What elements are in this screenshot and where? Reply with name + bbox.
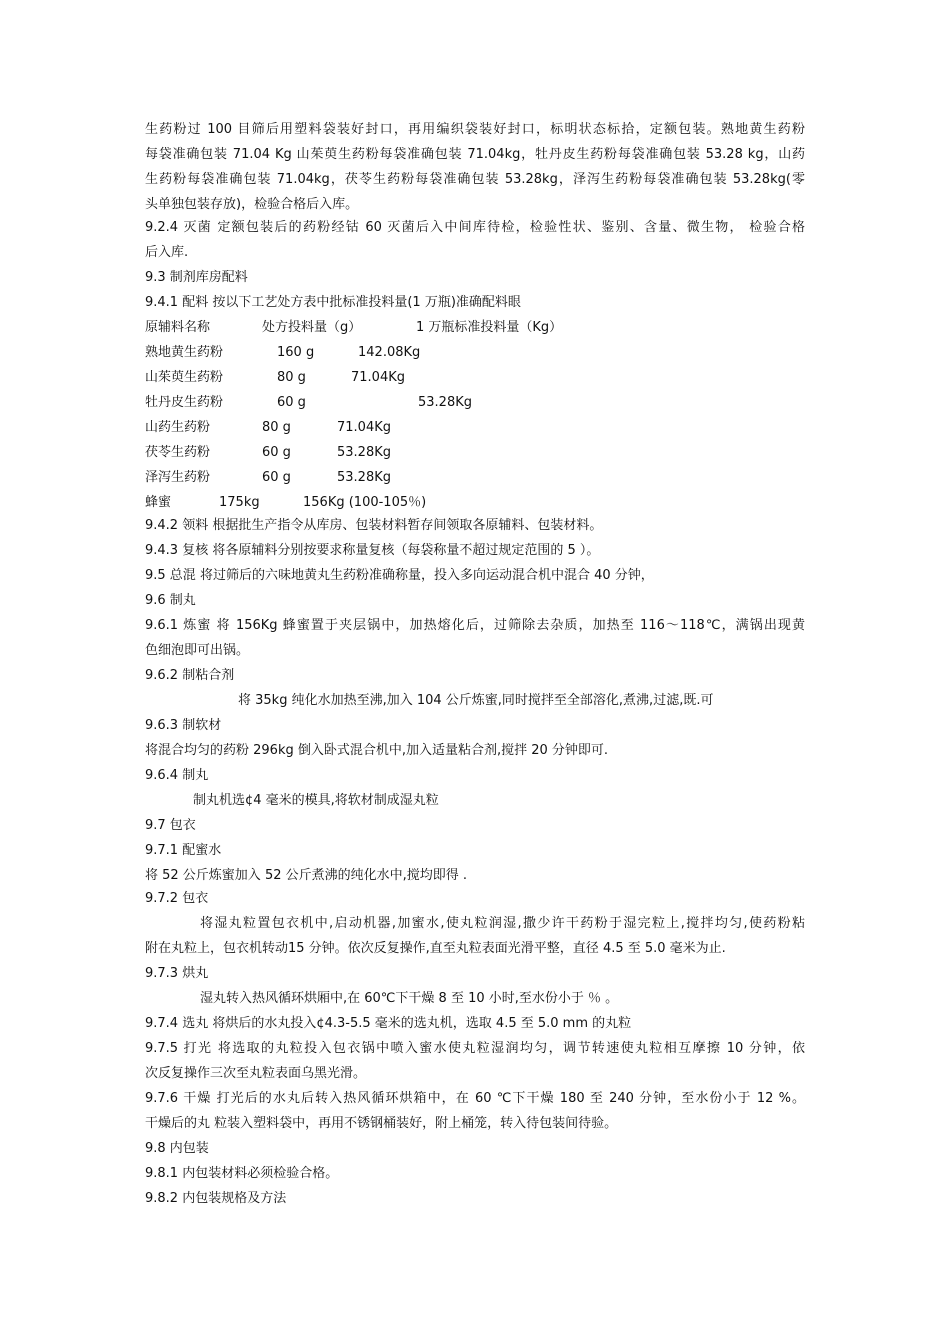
- paragraph-line: 将湿丸粒置包衣机中,启动机器,加蜜水,使丸粒润湿,撒少许干药粉于湿完粒上,搅拌均匀,使药粉粘: [200, 916, 805, 931]
- paragraph-line: 次反复操作三次至丸粒表面乌黑光滑。: [145, 1066, 367, 1081]
- table-cell: 蜂蜜: [145, 495, 172, 510]
- section-heading: 9.6 制丸: [145, 593, 196, 608]
- table-cell: 53.28Kg: [337, 470, 391, 485]
- paragraph-line: 附在丸粒上，包衣机转动15 分钟。依次反复操作,直至丸粒表面光滑平整，直径 4.5 至 5.0 毫米为止.: [145, 941, 726, 956]
- table-cell: 山茱萸生药粉: [145, 370, 224, 385]
- table-cell: 60 g: [262, 470, 291, 485]
- table-cell: 牡丹皮生药粉: [145, 395, 224, 410]
- table-header: 1 万瓶标准投料量（Kg）: [416, 320, 563, 335]
- paragraph-line: 每袋准确包装 71.04 Kg 山茱萸生药粉每袋准确包装 71.04kg，牡丹皮生药粉每袋准确包装 53.28 kg，山药: [145, 147, 805, 162]
- section-heading: 9.7.2 包衣: [145, 891, 209, 906]
- section-heading: 9.7.1 配蜜水: [145, 843, 222, 858]
- section-heading: 9.6.4 制丸: [145, 768, 209, 783]
- paragraph-line: 9.2.4 灭菌 定额包装后的药粉经钴 60 灭菌后入中间库待检，检验性状、鉴别、含量、微生物， 检验合格: [145, 220, 805, 235]
- table-cell: 71.04Kg: [337, 420, 391, 435]
- table-cell: 山药生药粉: [145, 420, 211, 435]
- paragraph-line: 生药粉每袋准确包装 71.04kg，茯苓生药粉每袋准确包装 53.28kg，泽泻生药粉每袋准确包装 53.28kg(零: [145, 172, 805, 187]
- paragraph-line: 9.7.6 干燥 打光后的水丸后转入热风循环烘箱中，在 60 ℃下干燥 180 至 240 分钟，至水份小于 12 %。: [145, 1091, 805, 1106]
- table-cell: 53.28Kg: [337, 445, 391, 460]
- paragraph-line: 将 35kg 纯化水加热至沸,加入 104 公斤炼蜜,同时搅拌至全部溶化,煮沸,过滤,既.可: [238, 693, 714, 708]
- table-cell: 60 g: [277, 395, 306, 410]
- paragraph-line: 干燥后的丸 粒装入塑料袋中，再用不锈钢桶装好，附上桶笼，转入待包装间待验。: [145, 1116, 618, 1131]
- paragraph-line: 制丸机选¢4 毫米的模具,将软材制成湿丸粒: [193, 793, 439, 808]
- section-heading: 9.4.1 配料 按以下工艺处方表中批标准投料量(1 万瓶)准确配料眼: [145, 295, 521, 310]
- table-cell: 茯苓生药粉: [145, 445, 211, 460]
- table-cell: 80 g: [277, 370, 306, 385]
- section-heading: 9.6.2 制粘合剂: [145, 668, 235, 683]
- paragraph-line: 湿丸转入热风循环烘厢中,在 60℃下干燥 8 至 10 小时,至水份小于 ％ 。: [200, 991, 619, 1006]
- table-cell: 泽泻生药粉: [145, 470, 211, 485]
- table-cell: 175kg: [219, 495, 260, 510]
- table-cell: 156Kg (100-105％): [303, 495, 427, 510]
- paragraph-line: 9.4.2 领料 根据批生产指令从库房、包装材料暂存间领取各原辅料、包装材料。: [145, 518, 603, 533]
- paragraph-line: 9.8.2 内包装规格及方法: [145, 1191, 287, 1206]
- paragraph-line: 9.7.5 打光 将选取的丸粒投入包衣锅中喷入蜜水使丸粒湿润均匀，调节转速使丸粒相互摩擦 10 分钟，依: [145, 1041, 805, 1056]
- table-header: 原辅料名称: [145, 320, 211, 335]
- paragraph-line: 9.6.1 炼蜜 将 156Kg 蜂蜜置于夹层锅中，加热熔化后，过筛除去杂质，加热至 116～118℃，满锅出现黄: [145, 618, 805, 633]
- paragraph-line: 9.7.4 选丸 将烘后的水丸投入¢4.3-5.5 毫米的选丸机，选取 4.5 至 5.0 mm 的丸粒: [145, 1016, 632, 1031]
- paragraph-line: 后入库.: [145, 245, 189, 260]
- section-heading: 9.6.3 制软材: [145, 718, 222, 733]
- section-heading: 9.7.3 烘丸: [145, 966, 209, 981]
- paragraph-line: 9.5 总混 将过筛后的六味地黄丸生药粉准确称量，投入多向运动混合机中混合 40 分钟，: [145, 568, 654, 583]
- table-cell: 71.04Kg: [351, 370, 405, 385]
- table-header: 处方投料量（g）: [262, 320, 362, 335]
- table-cell: 160 g: [277, 345, 315, 360]
- section-heading: 9.8 内包装: [145, 1141, 209, 1156]
- paragraph-line: 生药粉过 100 目筛后用塑料袋装好封口，再用编织袋装好封口，标明状态标拾，定额包装。熟地黄生药粉: [145, 122, 805, 137]
- paragraph-line: 将 52 公斤炼蜜加入 52 公斤煮沸的纯化水中,搅均即得 .: [145, 868, 468, 883]
- paragraph-line: 9.8.1 内包装材料必须检验合格。: [145, 1166, 339, 1181]
- table-cell: 60 g: [262, 445, 291, 460]
- paragraph-line: 色细泡即可出锅。: [145, 643, 250, 658]
- table-cell: 53.28Kg: [418, 395, 472, 410]
- section-heading: 9.3 制剂库房配料: [145, 270, 248, 285]
- paragraph-line: 将混合均匀的药粉 296kg 倒入卧式混合机中,加入适量粘合剂,搅拌 20 分钟即可.: [145, 743, 609, 758]
- table-cell: 142.08Kg: [358, 345, 421, 360]
- paragraph-line: 9.4.3 复核 将各原辅料分别按要求称量复核（每袋称量不超过规定范围的 5 ）。: [145, 543, 600, 558]
- table-cell: 80 g: [262, 420, 291, 435]
- section-heading: 9.7 包衣: [145, 818, 196, 833]
- table-cell: 熟地黄生药粉: [145, 345, 224, 360]
- paragraph-line: 头单独包装存放)，检验合格后入库。: [145, 197, 359, 212]
